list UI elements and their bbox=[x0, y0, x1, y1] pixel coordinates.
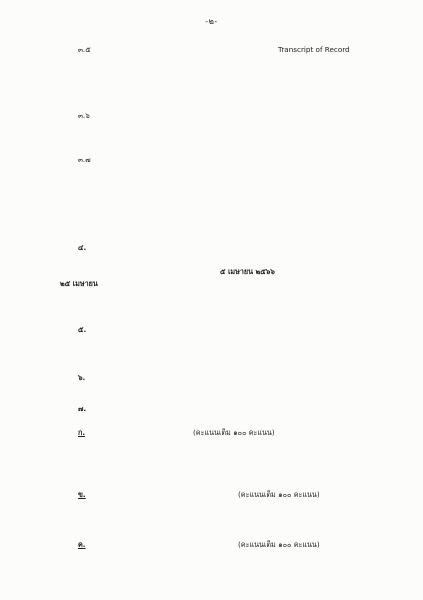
section-3-7-line-4 bbox=[60, 191, 372, 200]
section-4-line-1 bbox=[78, 255, 372, 264]
section-7c-line-5 bbox=[60, 588, 372, 597]
section-4-line-2 bbox=[60, 267, 372, 276]
section-7a-line-2 bbox=[78, 440, 372, 449]
section-3-5-line-5 bbox=[60, 93, 372, 102]
page-number: -๒- bbox=[205, 17, 218, 26]
section-4-line-5 bbox=[60, 303, 372, 312]
section-4-number: ๔. bbox=[78, 243, 87, 252]
section-7-heading bbox=[78, 404, 86, 414]
section-7b-label: ข. bbox=[78, 490, 86, 499]
section-7a-line-5 bbox=[60, 476, 372, 485]
section-6-heading bbox=[78, 373, 85, 383]
section-7c-score: (คะแนนเต็ม ๑๐๐ คะแนน) bbox=[238, 540, 320, 549]
section-7a-line-1 bbox=[78, 428, 372, 437]
section-3-7-line-5 bbox=[60, 203, 372, 212]
section-4-date-to: ๒๕ เมษายน bbox=[60, 279, 98, 288]
section-4-date-from: ๕ เมษายน ๒๕๖๖ bbox=[220, 267, 275, 276]
section-3-5-line-2 bbox=[60, 57, 372, 66]
section-5-line-1 bbox=[78, 337, 372, 346]
section-3-7-line-3 bbox=[60, 179, 372, 188]
section-7a-line-4 bbox=[60, 464, 372, 473]
section-7-line-1 bbox=[78, 416, 372, 425]
section-3-7-number: ๓.๗ bbox=[78, 155, 91, 164]
section-7b-line-3 bbox=[60, 514, 372, 523]
section-7a-score: (คะแนนเต็ม ๑๐๐ คะแนน) bbox=[193, 428, 275, 437]
section-7c-line-3 bbox=[60, 564, 372, 573]
section-3-7-line-7 bbox=[60, 227, 372, 236]
section-3-5-line-3 bbox=[60, 69, 372, 78]
transcript-term: Transcript of Record bbox=[278, 45, 350, 54]
section-7b-line-4 bbox=[60, 526, 372, 535]
section-7b-line-1 bbox=[78, 490, 372, 499]
section-7c-line-4 bbox=[60, 576, 372, 585]
section-4-line-4 bbox=[60, 291, 372, 300]
section-5-line-2 bbox=[60, 349, 372, 358]
section-7c-line-2 bbox=[78, 552, 372, 561]
section-3-7-line-1 bbox=[78, 155, 372, 164]
section-7c-label: ค. bbox=[78, 540, 86, 549]
section-3-7-line-6 bbox=[60, 215, 372, 224]
section-7b-line-2 bbox=[78, 502, 372, 511]
section-6-line-1 bbox=[78, 385, 372, 394]
section-3-6-number: ๓.๖ bbox=[78, 111, 90, 120]
section-7a-label: ก. bbox=[78, 428, 86, 437]
section-7c-line-1 bbox=[78, 540, 372, 549]
section-4-heading bbox=[78, 243, 86, 253]
section-3-6-line-2 bbox=[60, 123, 372, 132]
section-5-number: ๕. bbox=[78, 325, 87, 334]
section-5-heading bbox=[78, 325, 86, 335]
section-6-number: ๖. bbox=[78, 373, 86, 382]
section-3-7-line-2 bbox=[60, 167, 372, 176]
section-4-line-3 bbox=[60, 279, 372, 288]
section-7b-score: (คะแนนเต็ม ๑๐๐ คะแนน) bbox=[238, 490, 320, 499]
section-3-5-line-4 bbox=[60, 81, 372, 90]
section-7a-line-3 bbox=[60, 452, 372, 461]
section-7-number: ๗. bbox=[78, 404, 87, 413]
section-3-5-line-1 bbox=[78, 45, 372, 54]
section-3-6-line-1 bbox=[78, 111, 372, 120]
section-3-5-number: ๓.๕ bbox=[78, 45, 91, 54]
